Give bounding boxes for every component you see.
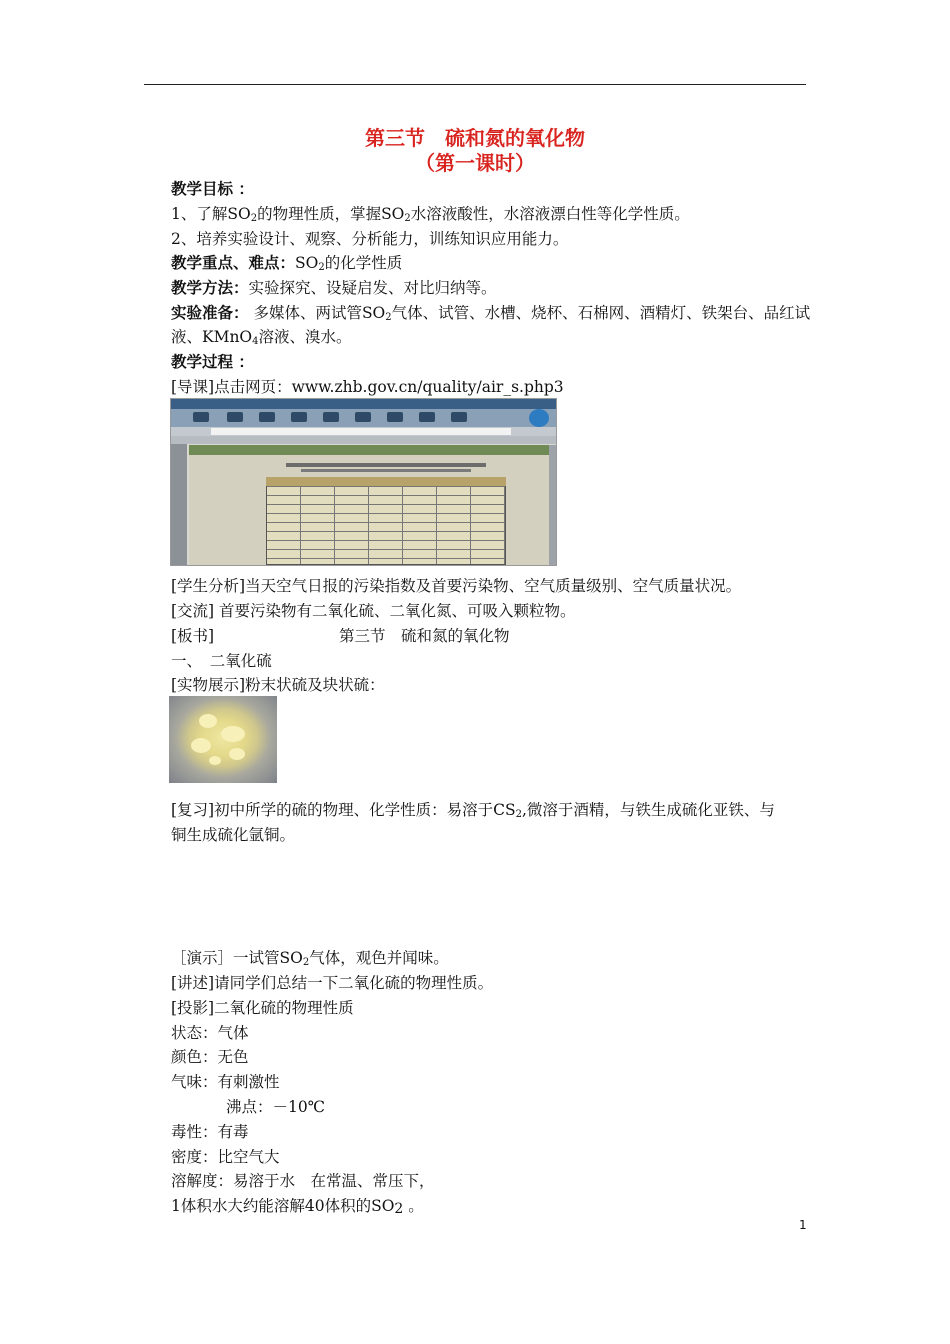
experiment-prep: 实验准备： 多媒体、两试管$SO_2$气体、试管、水槽、烧杯、石棉网、酒精灯、铁架台、品红试 bbox=[171, 303, 811, 323]
key-points: 教学重点、难点：$SO_2$的化学性质 bbox=[171, 253, 403, 273]
property-boiling-point: 沸点：－10℃ bbox=[226, 1098, 326, 1116]
header-rule bbox=[144, 84, 806, 85]
teaching-methods: 教学方法：实验探究、设疑启发、对比归纳等。 bbox=[171, 278, 497, 297]
board-line: [板书] 第三节 硫和氮的氧化物 bbox=[171, 627, 510, 645]
property-toxicity: 毒性：有毒 bbox=[171, 1123, 249, 1141]
intro-line: [导课]点击网页：www.zhb.gov.cn/quality/air_s.php3 bbox=[171, 378, 564, 396]
student-analysis: [学生分析]当天空气日报的污染指数及首要污染物、空气质量级别、空气质量状况。 bbox=[171, 577, 742, 595]
lesson-subtitle: （第一课时） bbox=[415, 151, 535, 175]
review-line-1: [复习]初中所学的硫的物理、化学性质：易溶于$CS_2$,微溶于酒精，与铁生成硫化亚铁、与 bbox=[171, 801, 775, 820]
lecture-line: [讲述]请同学们总结一下二氧化硫的物理性质。 bbox=[171, 974, 494, 992]
goals-heading: 教学目标 ： bbox=[171, 179, 254, 198]
air-quality-webpage-screenshot bbox=[170, 398, 557, 566]
page-number: 1 bbox=[799, 1218, 807, 1232]
section-sulfur-dioxide: 一、 二氧化硫 bbox=[171, 652, 272, 670]
property-state: 状态：气体 bbox=[171, 1024, 249, 1042]
display-line: [实物展示]粉末状硫及块状硫： bbox=[171, 676, 385, 694]
goal-2: 2、培养实验设计、观察、分析能力，训练知识应用能力。 bbox=[171, 230, 569, 248]
browser-logo-icon bbox=[529, 409, 549, 427]
property-density: 密度：比空气大 bbox=[171, 1148, 280, 1166]
property-smell: 气味：有刺激性 bbox=[171, 1073, 280, 1091]
lesson-title: 第三节 硫和氮的氧化物 bbox=[365, 126, 585, 150]
property-solubility-cont: 1体积水大约能溶解40体积的SO2 。 bbox=[171, 1197, 424, 1217]
property-color: 颜色：无色 bbox=[171, 1048, 249, 1066]
goal-1: 1、了解$SO_2$的物理性质，掌握$SO_2$水溶液酸性，水溶液漂白性等化学性质。 bbox=[171, 205, 690, 224]
review-line-2: 铜生成硫化氩铜。 bbox=[171, 826, 296, 844]
sulfur-powder-photo bbox=[169, 696, 277, 783]
projection-line: [投影]二氧化硫的物理性质 bbox=[171, 999, 354, 1017]
exchange-line: [交流] 首要污染物有二氧化硫、二氧化氮、可吸入颗粒物。 bbox=[171, 602, 576, 620]
process-heading: 教学过程 ： bbox=[171, 352, 254, 371]
experiment-prep-cont: 液、KMnO$_4$溶液、溴水。 bbox=[171, 328, 352, 347]
demo-line: ［演示］一试管$SO_2$气体，观色并闻味。 bbox=[171, 949, 449, 968]
property-solubility: 溶解度：易溶于水 在常温、常压下， bbox=[171, 1172, 435, 1190]
